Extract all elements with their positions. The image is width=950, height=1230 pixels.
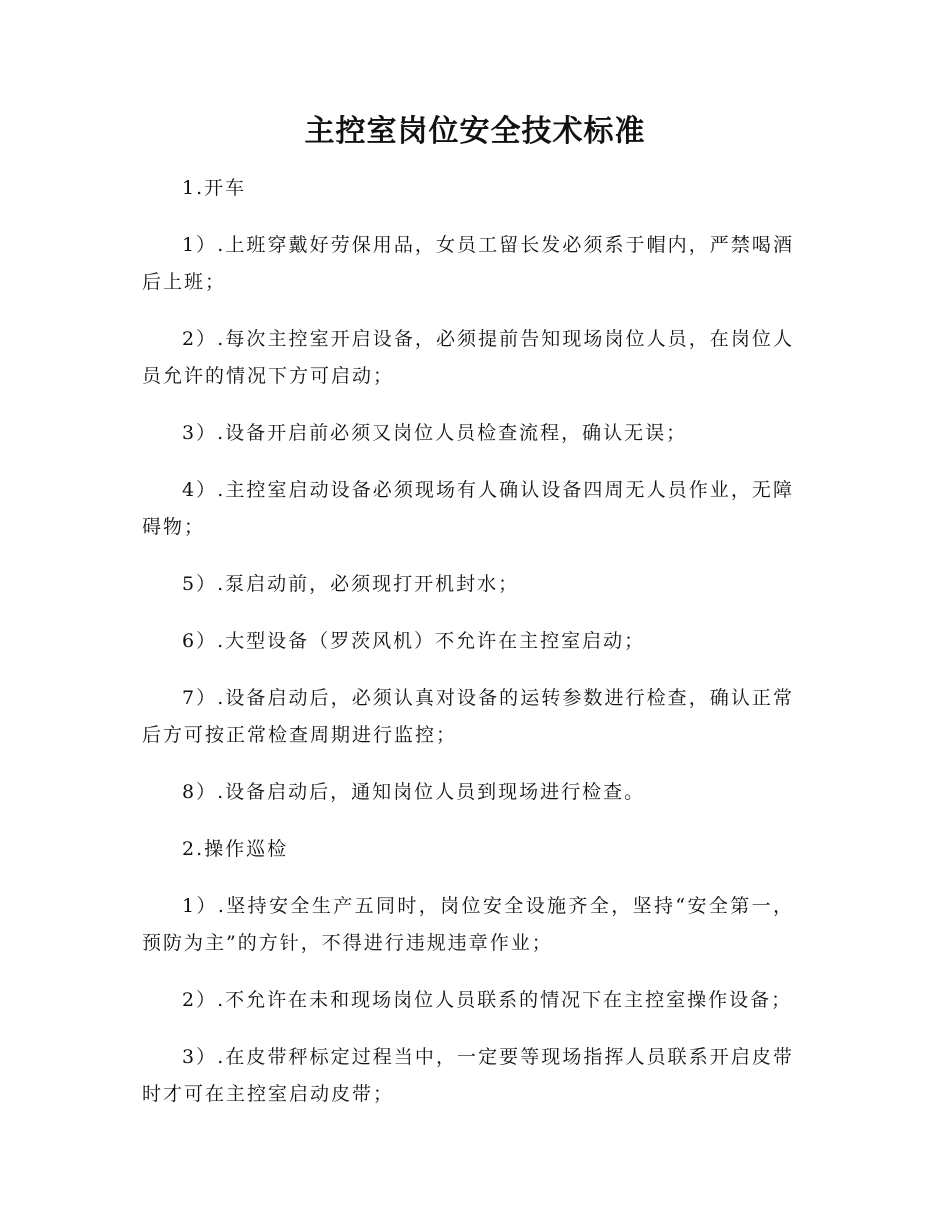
paragraph-item: 2）.不允许在未和现场岗位人员联系的情况下在主控室操作设备； <box>182 989 793 1011</box>
section-heading-start: 1.开车 <box>182 177 247 199</box>
paragraph-item: 2）.每次主控室开启设备，必须提前告知现场岗位人员，在岗位人员允许的情况下方可启动； <box>142 328 794 387</box>
paragraph-item: 3）.设备开启前必须又岗位人员检查流程，确认无误； <box>182 422 688 444</box>
paragraph-item: 8）.设备启动后，通知岗位人员到现场进行检查。 <box>182 781 646 803</box>
section-heading-inspection: 2.操作巡检 <box>182 838 289 860</box>
paragraph-item: 4）.主控室启动设备必须现场有人确认设备四周无人员作业，无障碍物； <box>142 479 794 538</box>
paragraph-item: 1）.坚持安全生产五同时，岗位安全设施齐全，坚持“安全第一，预防为主”的方针，不得进行违规违章作业； <box>142 895 794 954</box>
paragraph-item: 5）.泵启动前，必须现打开机封水； <box>182 573 520 595</box>
paragraph-item: 7）.设备启动后，必须认真对设备的运转参数进行检查，确认正常后方可按正常检查周期进行监控； <box>142 687 794 746</box>
paragraph-item: 3）.在皮带秤标定过程当中，一定要等现场指挥人员联系开启皮带时才可在主控室启动皮带； <box>142 1046 794 1105</box>
document-body <box>142 170 794 1133</box>
paragraph-item: 6）.大型设备（罗茨风机）不允许在主控室启动； <box>182 630 646 652</box>
paragraph-item: 1）.上班穿戴好劳保用品，女员工留长发必须系于帽内，严禁喝酒后上班； <box>142 234 794 293</box>
document-title: 主控室岗位安全技术标准 <box>304 114 646 149</box>
